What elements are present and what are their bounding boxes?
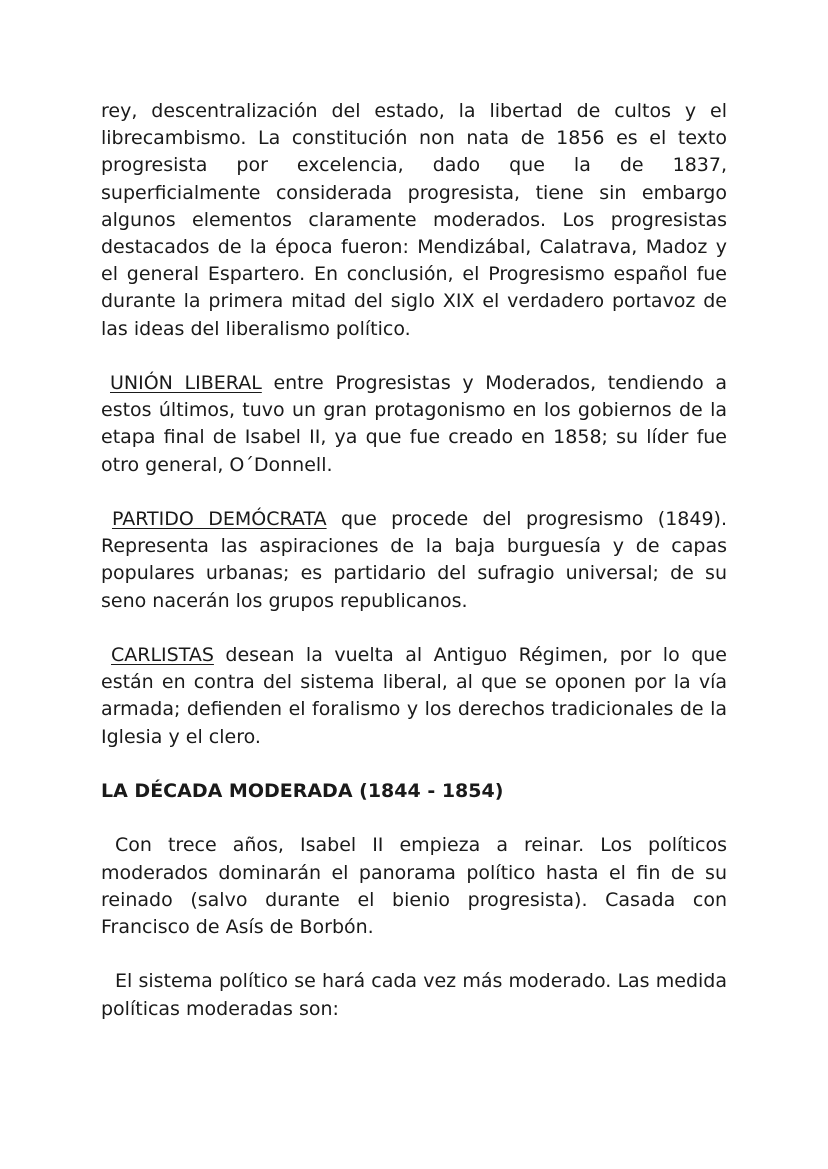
paragraph-progresismo: rey, descentralización del estado, la libertad de cultos y el librecambismo. La constitución non nata de 1856 es el texto progresista por excelencia, dado que la de 1837, superficialmente considerada progresista, tiene sin embargo algunos elementos claramente moderados. Los progresistas destacados de la época fueron: Mendizábal, Calatrava, Madoz y el general Espartero. En conclusión, el Progresismo español fue durante la primera mitad del siglo XIX el verdadero portavoz de las ideas del liberalismo político. (101, 100, 727, 340)
paragraph-sistema-politico-text: El sistema político se hará cada vez más moderado. Las medida políticas moderadas son: (101, 970, 727, 1020)
term-partido-democrata: PARTIDO DEMÓCRATA (112, 508, 327, 531)
paragraph-sistema-politico (101, 968, 727, 1022)
paragraph-isabel-ii (101, 832, 727, 941)
term-carlistas: CARLISTAS (111, 644, 214, 667)
document-page (101, 98, 727, 1023)
paragraph-carlistas-text: desean la vuelta al Antiguo Régimen, por lo que están en contra del sistema liberal, al que se oponen por la vía armada; defienden el foralismo y los derechos tradicionales de la Iglesia y el clero. (101, 644, 727, 748)
paragraph-union-liberal-text: entre Progresistas y Moderados, tendiendo a estos últimos, tuvo un gran protagonismo en los gobiernos de la etapa final de Isabel II, ya que fue creado en 1858; su líder fue otro general, O´Donnell. (101, 372, 727, 476)
paragraph-isabel-ii-text: Con trece años, Isabel II empieza a reinar. Los políticos moderados dominarán el panorama político hasta el fin de su reinado (salvo durante el bienio progresista). Casada con Francisco de Asís de Borbón. (101, 834, 727, 939)
paragraph-union-liberal (101, 370, 727, 479)
paragraph-partido-democrata-text: que procede del progresismo (1849). Representa las aspiraciones de la baja burguesía y de capas populares urbanas; es partidario del sufragio universal; de su seno nacerán los grupos republicanos. (101, 508, 727, 612)
term-union-liberal: UNIÓN LIBERAL (110, 372, 262, 395)
section-heading-decada-moderada: LA DÉCADA MODERADA (1844 - 1854) (101, 780, 504, 803)
paragraph-partido-democrata (101, 506, 727, 615)
paragraph-carlistas (101, 642, 727, 751)
